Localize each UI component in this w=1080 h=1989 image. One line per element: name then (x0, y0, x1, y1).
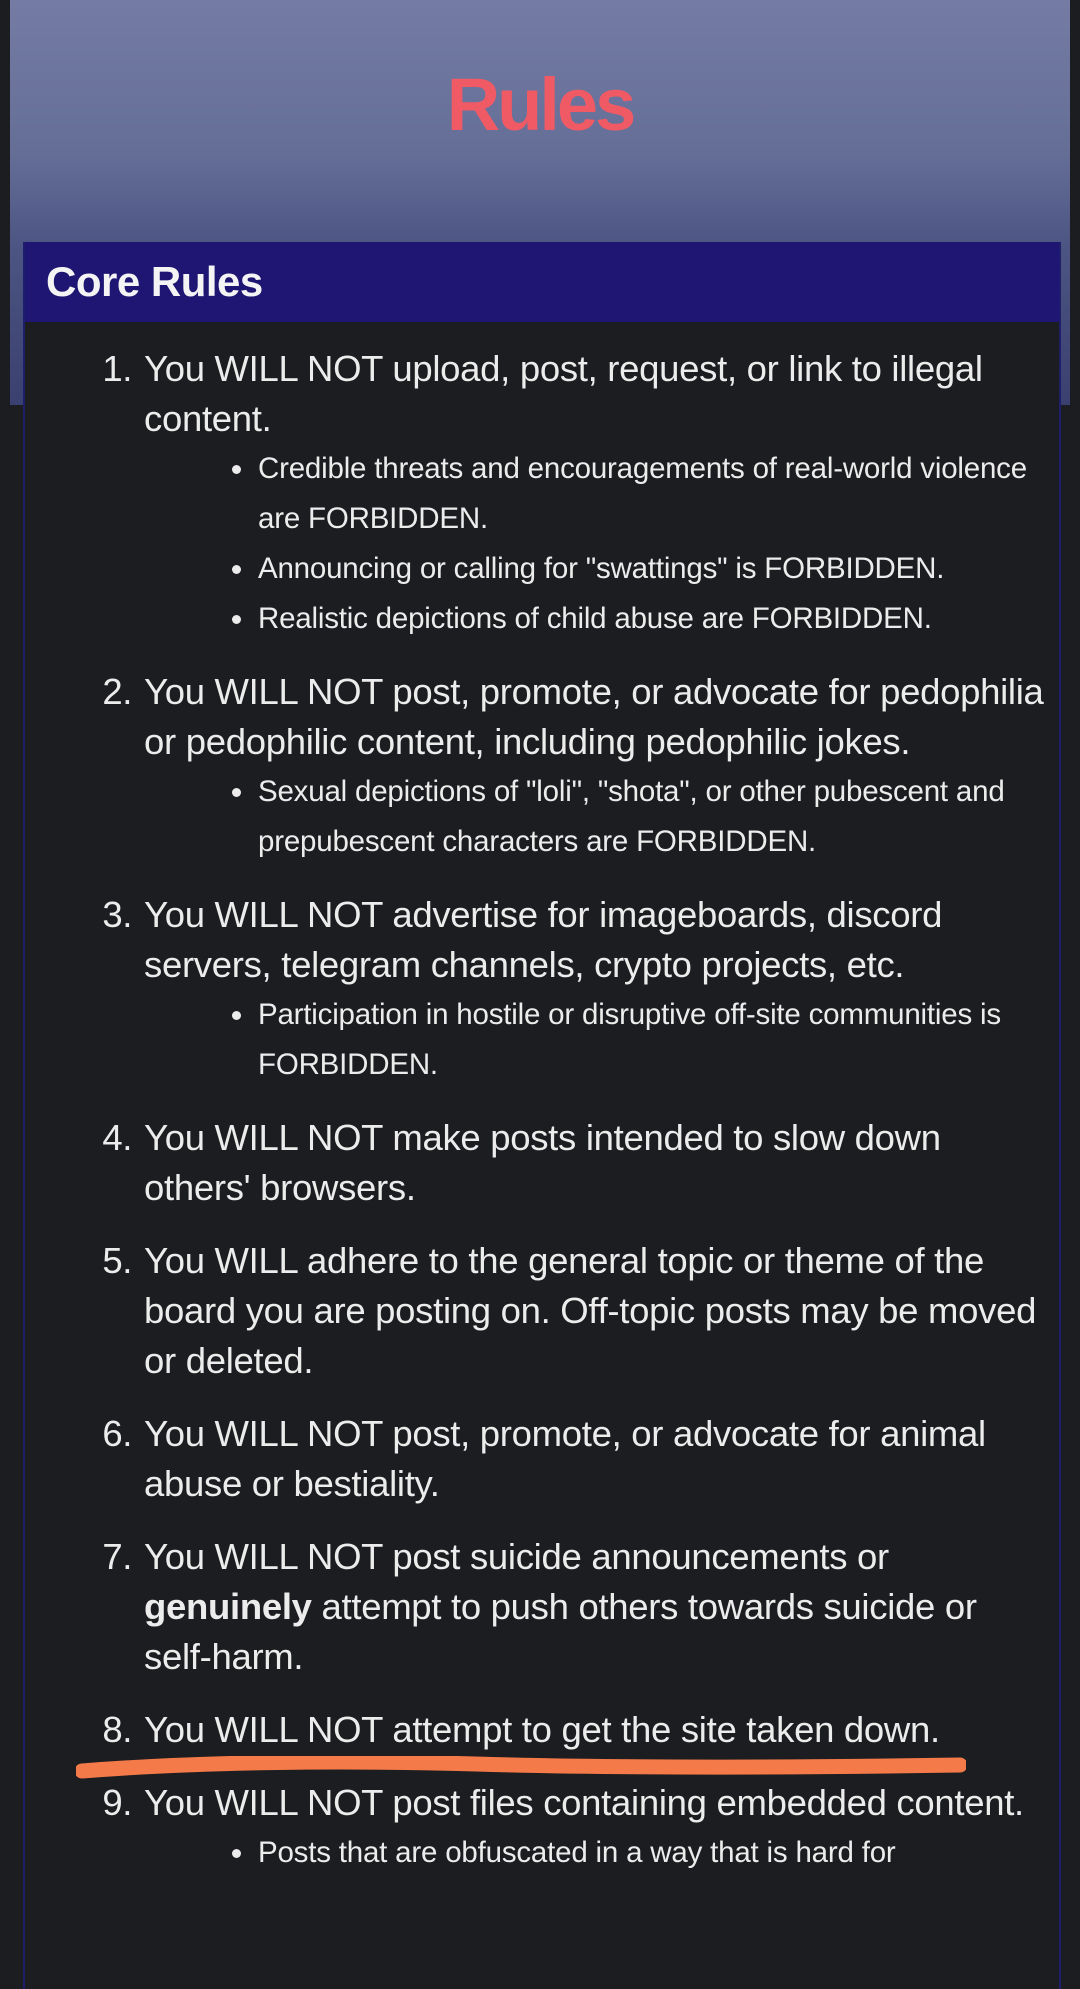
rule-sublist (144, 990, 1045, 1090)
rule-item-3 (142, 890, 1045, 1090)
rule-text: You WILL NOT upload, post, request, or link to illegal content. (144, 348, 983, 439)
rule-item-5 (142, 1236, 1045, 1386)
rule-item-7 (142, 1532, 1045, 1682)
section-title: Core Rules (46, 258, 263, 305)
rule-subitem: • Participation in hostile or disruptive off-site communities is FORBIDDEN. (256, 990, 1045, 1090)
rule-subitem: • Announcing or calling for "swattings" is FORBIDDEN. (256, 544, 1045, 594)
rule-text: You WILL NOT make posts intended to slow down others' browsers. (144, 1117, 941, 1208)
rule-item-1 (142, 344, 1045, 644)
rule-item-9 (142, 1778, 1045, 1878)
rule-subitem: • Credible threats and encouragements of real-world violence are FORBIDDEN. (256, 444, 1045, 544)
rule-text: You WILL NOT post, promote, or advocate for animal abuse or bestiality. (144, 1413, 986, 1504)
rule-item-6 (142, 1409, 1045, 1509)
core-rules-box (23, 242, 1061, 1989)
rule-subitem: • Realistic depictions of child abuse are FORBIDDEN. (256, 594, 1045, 644)
rule-text-after: attempt to push others towards suicide or self-harm. (144, 1586, 977, 1677)
rule-text: You WILL NOT post files containing embedded content. (144, 1782, 1024, 1823)
rule-text-before: You WILL NOT post suicide announcements or (144, 1536, 889, 1577)
rule-item-4 (142, 1113, 1045, 1213)
rule-sublist (144, 444, 1045, 644)
rule-subitem: • Posts that are obfuscated in a way that is hard for (256, 1828, 1045, 1878)
rule-sublist (144, 767, 1045, 867)
rule-text: You WILL NOT attempt to get the site taken down. (144, 1709, 940, 1750)
rule-text: You WILL NOT post, promote, or advocate for pedophilia or pedophilic content, including pedophilic jokes. (144, 671, 1044, 762)
rule-subitem: • Sexual depictions of "loli", "shota", or other pubescent and prepubescent characters are FORBIDDEN. (256, 767, 1045, 867)
rule-text: You WILL adhere to the general topic or theme of the board you are posting on. Off-topic posts may be moved or deleted. (144, 1240, 1037, 1381)
rule-item-8 (142, 1705, 1045, 1755)
rule-sublist (144, 1828, 1045, 1878)
core-rules-header (25, 242, 1059, 322)
page-title: Rules (446, 63, 634, 146)
rules-list (25, 322, 1059, 1878)
rule-item-2 (142, 667, 1045, 867)
rule-text: You WILL NOT advertise for imageboards, discord servers, telegram channels, crypto projects, etc. (144, 894, 943, 985)
rule-text-emphasis: genuinely (144, 1586, 312, 1627)
